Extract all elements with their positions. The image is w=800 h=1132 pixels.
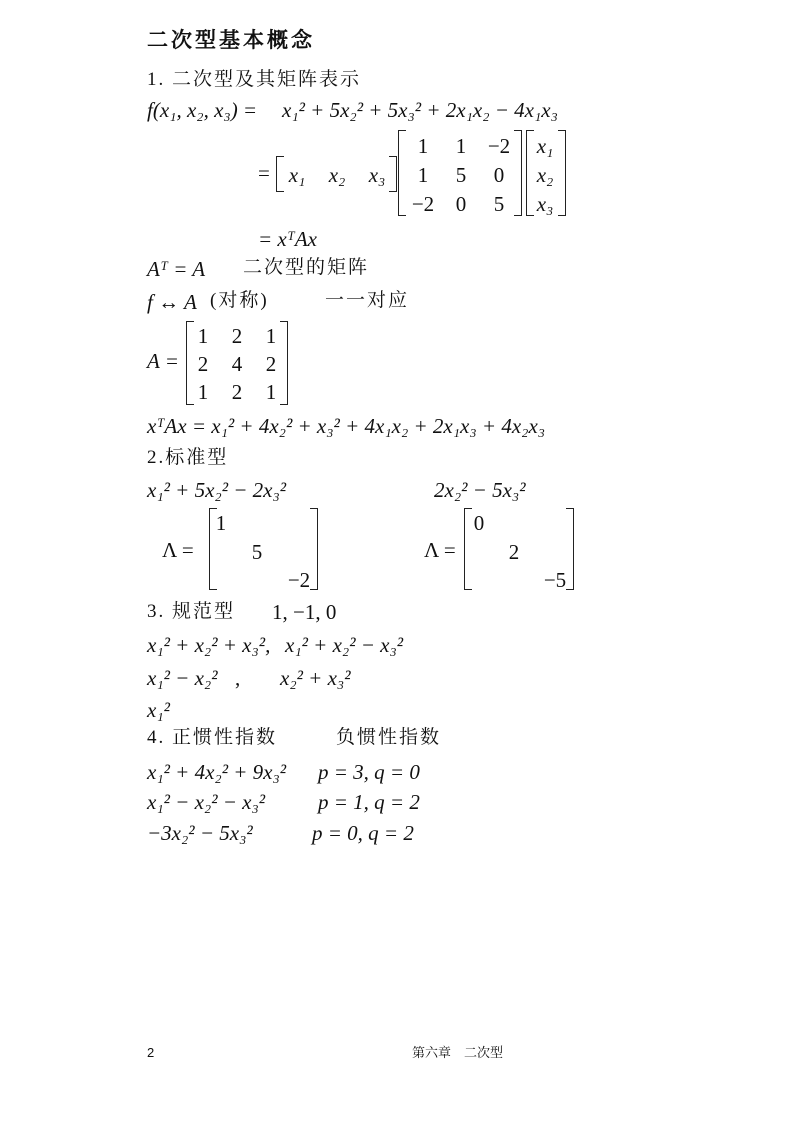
matrix-a1-right-bracket xyxy=(514,130,522,216)
inertia-form: x₁² + 4x₂² + 9x₃² xyxy=(147,760,287,784)
canonical-line2-sep: , xyxy=(235,666,241,690)
f-definition-lhs: f(x₁, x₂, x₃) = xyxy=(147,98,258,122)
canonical-line2a: x₁² − x₂² xyxy=(147,666,218,690)
inertia-form: −3x₂² − 5x₃² xyxy=(147,821,253,845)
correspondence-label: 一一对应 xyxy=(325,290,410,311)
canonical-line1b: x₁² + x₂² − x₃² xyxy=(285,633,404,657)
correspondence-paren: (对称) xyxy=(210,290,269,311)
inertia-pq: p = 3, q = 0 xyxy=(318,760,420,784)
col-vector-entry: x₁ xyxy=(536,134,554,158)
matrix-a1-cell: −2 xyxy=(487,134,511,158)
canonical-values: 1, −1, 0 xyxy=(272,600,337,624)
row-vector-entry: x₁ xyxy=(288,163,306,187)
matrix-a2-cell: 1 xyxy=(197,324,209,348)
canonical-line3: x₁² xyxy=(147,698,170,722)
matrix-a2-cell: 1 xyxy=(265,380,277,404)
lambda-left-diag: 1 xyxy=(215,511,227,535)
lambda-left-diag: −2 xyxy=(287,568,311,592)
section1-title: 1. 二次型及其矩阵表示 xyxy=(147,69,362,90)
matrix-a1-left-bracket xyxy=(398,130,406,216)
col-vector-right-bracket xyxy=(558,130,566,216)
lambda-left-diag: 5 xyxy=(251,540,263,564)
matrix-a1-cell: 1 xyxy=(417,163,429,187)
matrix-a1-cell: 5 xyxy=(493,192,505,216)
matrix-a2-cell: 1 xyxy=(265,324,277,348)
f-definition-rhs: x₁² + 5x₂² + 5x₃² + 2x₁x₂ − 4x₁x₃ xyxy=(282,98,558,122)
matrix-a2-cell: 4 xyxy=(231,352,243,376)
matrix-a2-cell: 2 xyxy=(231,324,243,348)
matrix-a2-label: A = xyxy=(147,349,179,373)
matrix-a1-cell: −2 xyxy=(411,192,435,216)
xtax-expansion: xᵀAx = x₁² + 4x₂² + x₃² + 4x₁x₂ + 2x₁x₃ + 4x₂x₃ xyxy=(147,414,546,438)
matrix-a2-cell: 2 xyxy=(265,352,277,376)
inertia-form: x₁² − x₂² − x₃² xyxy=(147,790,266,814)
lambda-right-label: Λ = xyxy=(424,538,456,562)
row-vector-entry: x₂ xyxy=(328,163,346,187)
symmetric-equation: Aᵀ = A xyxy=(147,257,206,281)
matrix-a1-cell: 1 xyxy=(455,134,467,158)
canonical-line2b: x₂² + x₃² xyxy=(280,666,351,690)
chapter-footer: 第六章 二次型 xyxy=(412,1045,504,1060)
matrix-a1-cell: 0 xyxy=(455,192,467,216)
inertia-pq: p = 0, q = 2 xyxy=(312,821,414,845)
matrix-a1-cell: 5 xyxy=(455,163,467,187)
standard-form-left: x₁² + 5x₂² − 2x₃² xyxy=(147,478,287,502)
symmetric-label: 二次型的矩阵 xyxy=(243,257,370,278)
page-title: 二次型基本概念 xyxy=(147,28,315,52)
lambda-left-label: Λ = xyxy=(162,538,194,562)
matrix-a2-cell: 2 xyxy=(231,380,243,404)
row-vector-right-bracket xyxy=(389,156,397,192)
matrix-a2-cell: 2 xyxy=(197,352,209,376)
lambda-right-right-bracket xyxy=(566,508,574,590)
canonical-line1a: x₁² + x₂² + x₃², xyxy=(147,633,271,657)
section4-title2: 负惯性指数 xyxy=(336,727,442,748)
xtax-line: = xᵀAx xyxy=(258,227,318,251)
lambda-left-right-bracket xyxy=(310,508,318,590)
lambda-right-diag: 2 xyxy=(508,540,520,564)
col-vector-entry: x₂ xyxy=(536,163,554,187)
matrix-a1-cell: 1 xyxy=(417,134,429,158)
matrix-a2-cell: 1 xyxy=(197,380,209,404)
page-number: 2 xyxy=(147,1045,155,1060)
section2-title: 2.标准型 xyxy=(147,447,229,468)
matrix-a1-cell: 0 xyxy=(493,163,505,187)
inertia-pq: p = 1, q = 2 xyxy=(318,790,420,814)
matrix-a2-right-bracket xyxy=(280,321,288,405)
col-vector-entry: x₃ xyxy=(536,192,554,216)
correspondence-lhs: f ↔ A xyxy=(147,290,197,314)
lambda-right-diag: 0 xyxy=(473,511,485,535)
section4-title: 4. 正惯性指数 xyxy=(147,727,278,748)
equals-sign: = xyxy=(258,161,270,185)
row-vector-entry: x₃ xyxy=(368,163,386,187)
standard-form-right: 2x₂² − 5x₃² xyxy=(434,478,526,502)
section3-title: 3. 规范型 xyxy=(147,601,236,622)
lambda-right-diag: −5 xyxy=(543,568,567,592)
